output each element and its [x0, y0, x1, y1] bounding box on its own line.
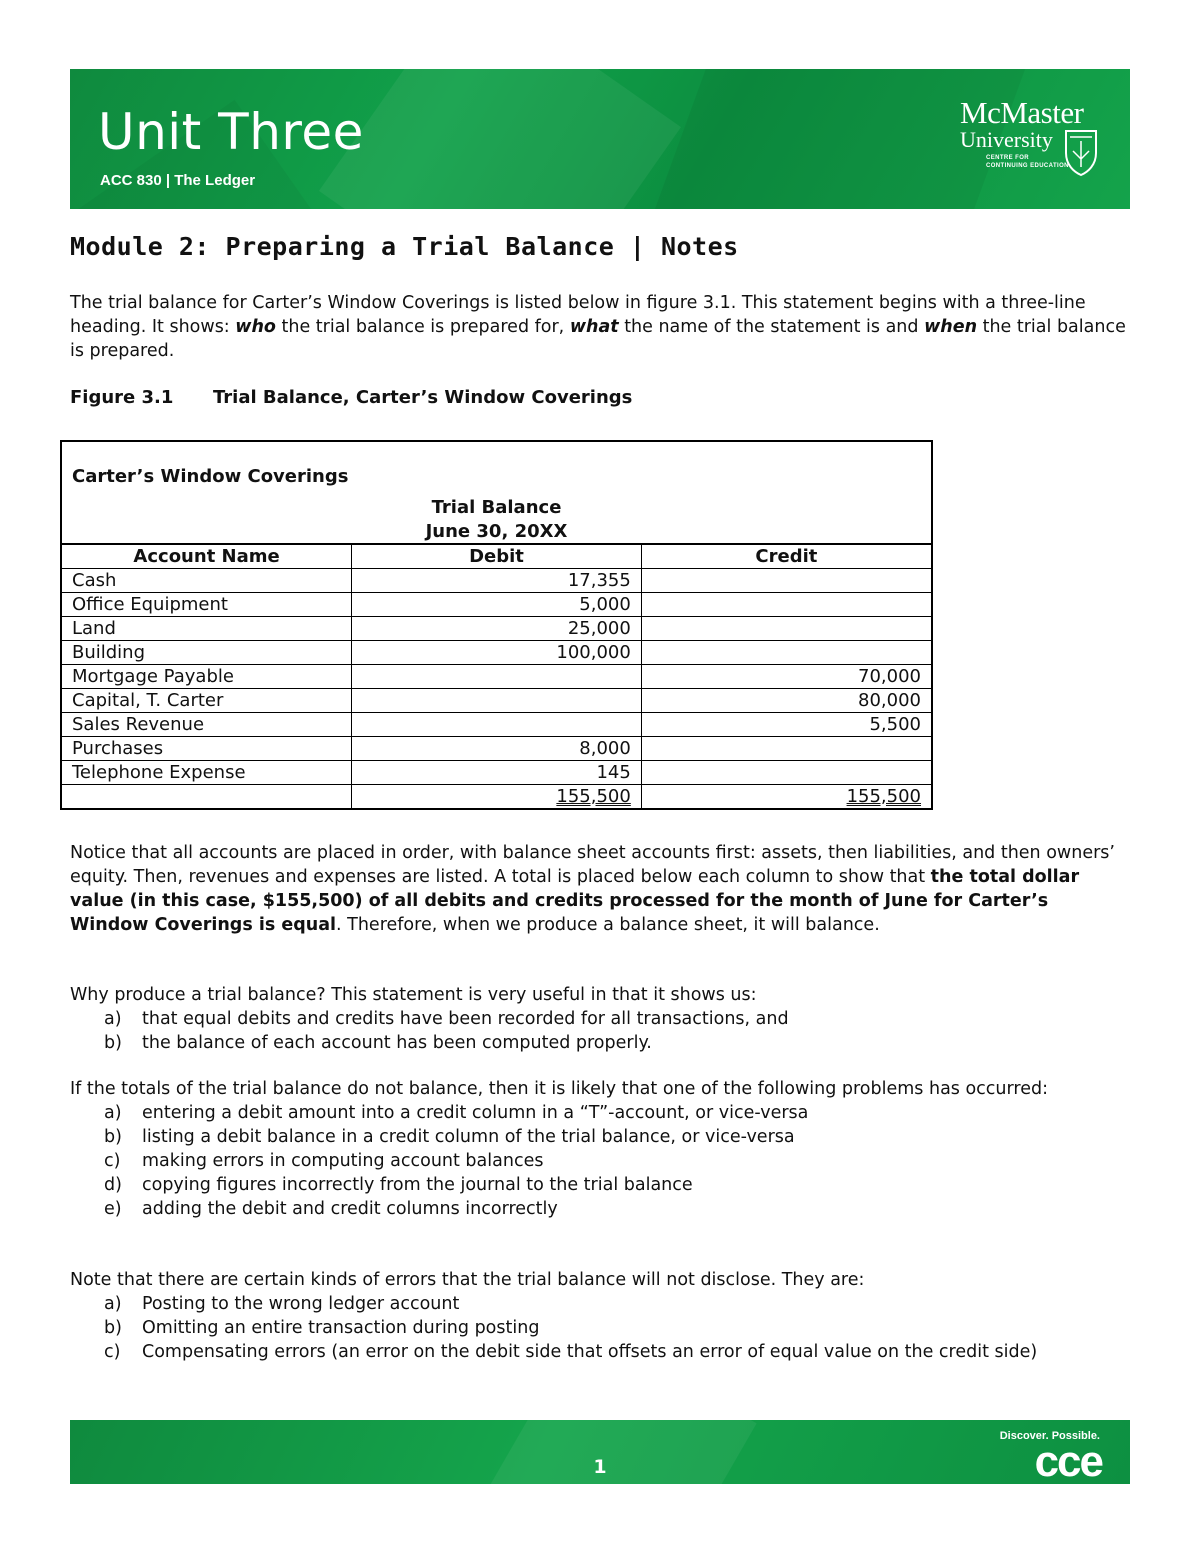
footer-tagline: Discover. Possible.	[999, 1430, 1100, 1442]
list-text: that equal debits and credits have been recorded for all transactions, and	[142, 1009, 789, 1029]
why-lead: Why produce a trial balance? This statement is very useful in that it shows us:	[70, 985, 757, 1005]
why-list	[70, 1007, 1132, 1055]
debit-cell: 25,000	[352, 617, 642, 641]
account-name: Office Equipment	[62, 593, 352, 617]
problems-list	[70, 1101, 1132, 1221]
list-marker: e)	[104, 1199, 122, 1219]
intro-what: what	[569, 317, 619, 337]
table-row	[62, 593, 931, 617]
column-header: Credit	[641, 545, 931, 569]
intro-who: who	[235, 317, 276, 337]
explanation-text-1: Notice that all accounts are placed in order, with balance sheet accounts first: assets, then liabilities, and then owners’ equity. Then, revenues and expenses are listed. A total is placed below each column to show that	[70, 843, 1115, 887]
crest-icon	[1064, 127, 1098, 177]
account-name: Sales Revenue	[62, 713, 352, 737]
list-marker: d)	[104, 1175, 122, 1195]
company-name: Carter’s Window Coverings	[72, 466, 349, 487]
debit-cell: 8,000	[352, 737, 642, 761]
account-name: Capital, T. Carter	[62, 689, 352, 713]
total-debit: 155,500	[352, 785, 642, 809]
total-credit: 155,500	[641, 785, 931, 809]
intro-text-3: the name of the statement is and	[618, 317, 925, 337]
logo-centre	[986, 155, 1069, 171]
account-name: Telephone Expense	[62, 761, 352, 785]
list-text: Posting to the wrong ledger account	[142, 1294, 460, 1314]
column-header: Debit	[352, 545, 642, 569]
list-text: adding the debit and credit columns incorrectly	[142, 1199, 558, 1219]
list-marker: b)	[104, 1318, 122, 1338]
list-marker: a)	[104, 1103, 122, 1123]
debit-cell: 5,000	[352, 593, 642, 617]
table-row	[62, 641, 931, 665]
debit-cell: 145	[352, 761, 642, 785]
table-row	[62, 569, 931, 593]
totals-row	[62, 785, 931, 809]
account-name: Building	[62, 641, 352, 665]
account-name: Cash	[62, 569, 352, 593]
credit-cell	[641, 641, 931, 665]
explanation-paragraph	[70, 841, 1132, 937]
logo-university: University	[960, 127, 1053, 152]
credit-cell	[641, 761, 931, 785]
debit-cell: 100,000	[352, 641, 642, 665]
footer-banner	[70, 1420, 1130, 1484]
logo-centre-line2: CONTINUING EDUCATION	[986, 162, 1069, 169]
totals-label	[62, 785, 352, 809]
table-row	[62, 737, 931, 761]
logo-centre-line1: CENTRE FOR	[986, 155, 1029, 161]
list-text: copying figures incorrectly from the journal to the trial balance	[142, 1175, 693, 1195]
header-banner	[70, 69, 1130, 209]
credit-cell	[641, 737, 931, 761]
table-row	[62, 761, 931, 785]
credit-cell: 5,500	[641, 713, 931, 737]
why-section	[70, 983, 1132, 1055]
list-marker: c)	[104, 1342, 121, 1362]
intro-when: when	[924, 317, 978, 337]
page-number: 1	[593, 1456, 607, 1478]
intro-text-4: the trial balance is prepared.	[70, 317, 1126, 361]
list-marker: b)	[104, 1033, 122, 1053]
table-row	[62, 665, 931, 689]
table-row	[62, 617, 931, 641]
debit-cell	[352, 713, 642, 737]
problems-lead: If the totals of the trial balance do not balance, then it is likely that one of the following problems has occurred:	[70, 1079, 1048, 1099]
account-name: Land	[62, 617, 352, 641]
credit-cell	[641, 617, 931, 641]
figure-label: Figure 3.1	[70, 387, 174, 408]
trial-balance-table	[60, 440, 933, 810]
list-item	[70, 1197, 1132, 1221]
trial-balance-grid	[62, 545, 931, 808]
undisclosed-errors-section	[70, 1268, 1132, 1364]
credit-cell	[641, 569, 931, 593]
list-item	[70, 1101, 1132, 1125]
unit-title: Unit Three	[98, 103, 364, 161]
table-row	[62, 689, 931, 713]
table-header-row	[62, 545, 931, 569]
debit-cell: 17,355	[352, 569, 642, 593]
debit-cell	[352, 689, 642, 713]
statement-title	[62, 496, 931, 544]
list-item	[70, 1031, 1132, 1055]
list-marker: a)	[104, 1294, 122, 1314]
explanation-bold: the total dollar value (in this case, $155,500) of all debits and credits processed for the month of June for Carter’s Window Coverings is equal	[70, 867, 1080, 935]
cce-logo: cce	[1034, 1437, 1102, 1484]
trial-balance-heading	[62, 442, 931, 545]
banner-decoration	[319, 69, 681, 209]
account-name: Mortgage Payable	[62, 665, 352, 689]
debit-cell	[352, 665, 642, 689]
statement-date: June 30, 20XX	[425, 521, 568, 542]
list-item	[70, 1007, 1132, 1031]
account-name: Purchases	[62, 737, 352, 761]
unit-subtitle: ACC 830 | The Ledger	[100, 172, 256, 189]
undisclosed-list	[70, 1292, 1132, 1364]
table-row	[62, 713, 931, 737]
figure-caption	[70, 387, 632, 408]
credit-cell	[641, 593, 931, 617]
explanation-text-2: . Therefore, when we produce a balance sheet, it will balance.	[336, 915, 880, 935]
list-marker: b)	[104, 1127, 122, 1147]
list-item	[70, 1316, 1132, 1340]
column-header: Account Name	[62, 545, 352, 569]
list-marker: c)	[104, 1151, 121, 1171]
list-text: Compensating errors (an error on the debit side that offsets an error of equal value on the credit side)	[142, 1342, 1038, 1362]
list-text: making errors in computing account balances	[142, 1151, 544, 1171]
module-title: Module 2: Preparing a Trial Balance | Notes	[70, 232, 739, 261]
intro-paragraph	[70, 291, 1132, 363]
list-text: listing a debit balance in a credit column of the trial balance, or vice-versa	[142, 1127, 795, 1147]
undisclosed-lead: Note that there are certain kinds of errors that the trial balance will not disclose. They are:	[70, 1270, 865, 1290]
mcmaster-logo	[960, 97, 1100, 187]
figure-title: Trial Balance, Carter’s Window Coverings	[213, 387, 633, 408]
list-text: Omitting an entire transaction during posting	[142, 1318, 540, 1338]
list-item	[70, 1292, 1132, 1316]
logo-name: McMaster	[960, 95, 1084, 130]
credit-cell: 70,000	[641, 665, 931, 689]
list-item	[70, 1340, 1132, 1364]
list-item	[70, 1149, 1132, 1173]
list-item	[70, 1125, 1132, 1149]
list-text: entering a debit amount into a credit column in a “T”-account, or vice-versa	[142, 1103, 809, 1123]
intro-text-2: the trial balance is prepared for,	[275, 317, 570, 337]
statement-name: Trial Balance	[431, 497, 562, 518]
list-text: the balance of each account has been computed properly.	[142, 1033, 652, 1053]
list-item	[70, 1173, 1132, 1197]
problems-section	[70, 1077, 1132, 1221]
intro-text-1: The trial balance for Carter’s Window Coverings is listed below in figure 3.1. This statement begins with a three-line heading. It shows:	[70, 293, 1086, 337]
credit-cell: 80,000	[641, 689, 931, 713]
list-marker: a)	[104, 1009, 122, 1029]
